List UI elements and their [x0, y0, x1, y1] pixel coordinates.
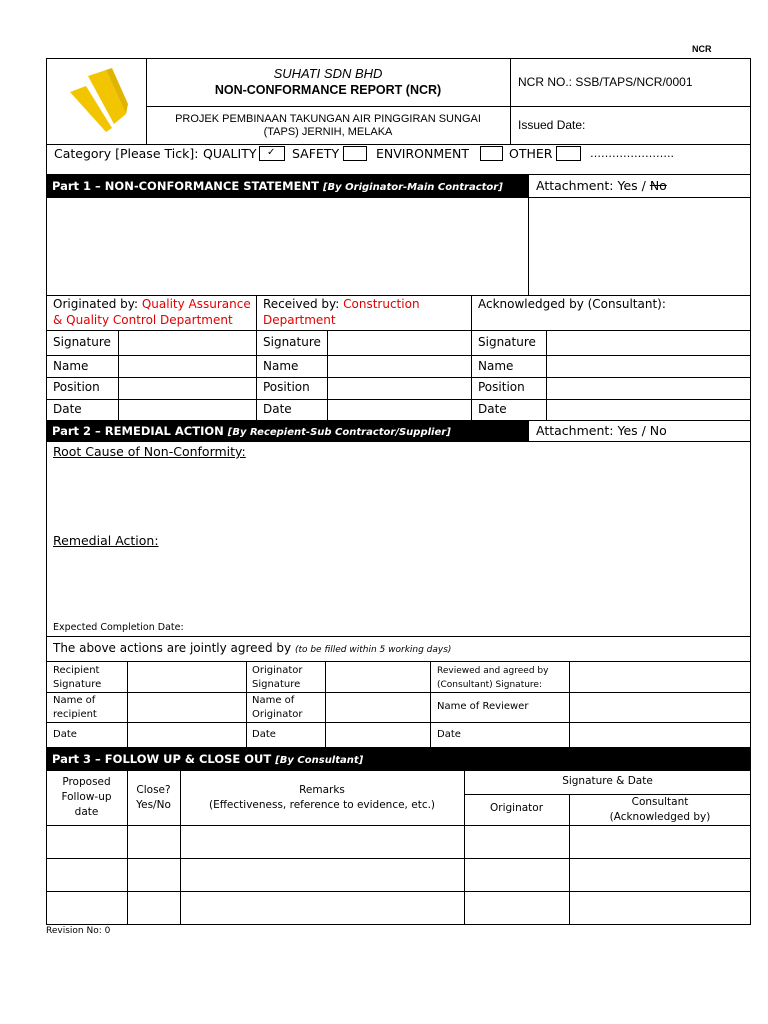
category-environment-label: ENVIRONMENT — [376, 146, 470, 161]
reviewer-date-label: Date — [437, 729, 461, 740]
agreement-text: The above actions are jointly agreed by (to be filled within 5 working days) — [53, 641, 452, 655]
category-safety-checkbox[interactable] — [343, 146, 367, 161]
received-department: Department — [263, 313, 336, 327]
recipient-date-label: Date — [53, 729, 77, 740]
part3-heading: Part 3 – FOLLOW UP & CLOSE OUT [By Consultant] — [46, 748, 751, 771]
part2-attachment: Attachment: Yes / No — [536, 423, 667, 438]
originator-agree-signature-label: Originator Signature — [252, 665, 303, 690]
receiver-signature-label: Signature — [263, 335, 321, 349]
part2-heading: Part 2 – REMEDIAL ACTION [By Recepient-Sub Contractor/Supplier] — [46, 421, 528, 442]
originator-signature-label: Signature — [53, 335, 111, 349]
project-name-line2: (TAPS) JERNIH, MELAKA — [263, 126, 393, 138]
consultant-date-label: Date — [478, 402, 507, 416]
category-quality-label: QUALITY — [203, 146, 257, 161]
col-signature-date: Signature & Date — [562, 775, 653, 787]
issued-date-label: Issued Date: — [518, 118, 586, 132]
consultant-position-label: Position — [478, 380, 525, 394]
category-quality-checkbox[interactable] — [259, 146, 285, 161]
originator-position-label: Position — [53, 380, 100, 394]
category-other-label: OTHER — [509, 146, 553, 161]
col-followup-date: Proposed Follow-up date — [61, 776, 112, 818]
received-by: Received by: Construction — [263, 297, 420, 311]
originated-department: & Quality Control Department — [53, 313, 233, 327]
col-close: Close? Yes/No — [136, 784, 171, 811]
category-environment-checkbox[interactable] — [480, 146, 503, 161]
originator-date-label: Date — [53, 402, 82, 416]
originated-by: Originated by: Quality Assurance — [53, 297, 251, 311]
form-code-label: NCR — [692, 44, 712, 54]
reviewer-name-label: Name of Reviewer — [437, 701, 529, 712]
remedial-action-label: Remedial Action: — [53, 533, 159, 548]
recipient-signature-label: Recipient Signature — [53, 665, 102, 690]
check-mark-icon: ✓ — [267, 147, 276, 158]
part1-heading: Part 1 – NON-CONFORMANCE STATEMENT [By Originator-Main Contractor] — [46, 175, 528, 198]
col-remarks: Remarks (Effectiveness, reference to evidence, etc.) — [208, 784, 436, 811]
expected-completion-label: Expected Completion Date: — [53, 622, 184, 633]
company-logo — [66, 66, 130, 136]
category-other-blank[interactable]: ………………….. — [590, 147, 674, 160]
reviewer-signature-label: Reviewed and agreed by (Consultant) Signature: — [437, 666, 549, 690]
originator-agree-date-label: Date — [252, 729, 276, 740]
category-label: Category [Please Tick]: — [54, 146, 199, 161]
revision-number: Revision No: 0 — [46, 926, 111, 936]
ncr-number: NCR NO.: SSB/TAPS/NCR/0001 — [518, 75, 693, 89]
company-name: SUHATI SDN BHD — [273, 66, 383, 81]
part1-attachment: Attachment: Yes / No — [536, 178, 667, 193]
category-other-checkbox[interactable] — [556, 146, 581, 161]
receiver-date-label: Date — [263, 402, 292, 416]
consultant-name-label: Name — [478, 359, 514, 373]
consultant-signature-label: Signature — [478, 335, 536, 349]
report-title: NON-CONFORMANCE REPORT (NCR) — [214, 83, 442, 97]
part1-statement-area[interactable] — [46, 198, 751, 296]
root-cause-label: Root Cause of Non-Conformity: — [53, 444, 246, 459]
recipient-name-label: Name of recipient — [53, 695, 97, 720]
col-originator: Originator — [489, 802, 544, 814]
originator-agree-name-label: Name of Originator — [252, 695, 303, 720]
col-consultant: Consultant (Acknowledged by) — [609, 796, 711, 823]
agreement-table — [46, 662, 751, 748]
acknowledged-by: Acknowledged by (Consultant): — [478, 297, 666, 311]
category-safety-label: SAFETY — [292, 146, 340, 161]
receiver-position-label: Position — [263, 380, 310, 394]
project-name-line1: PROJEK PEMBINAAN TAKUNGAN AIR PINGGIRAN SUNGAI — [175, 113, 481, 125]
originator-name-label: Name — [53, 359, 89, 373]
receiver-name-label: Name — [263, 359, 299, 373]
